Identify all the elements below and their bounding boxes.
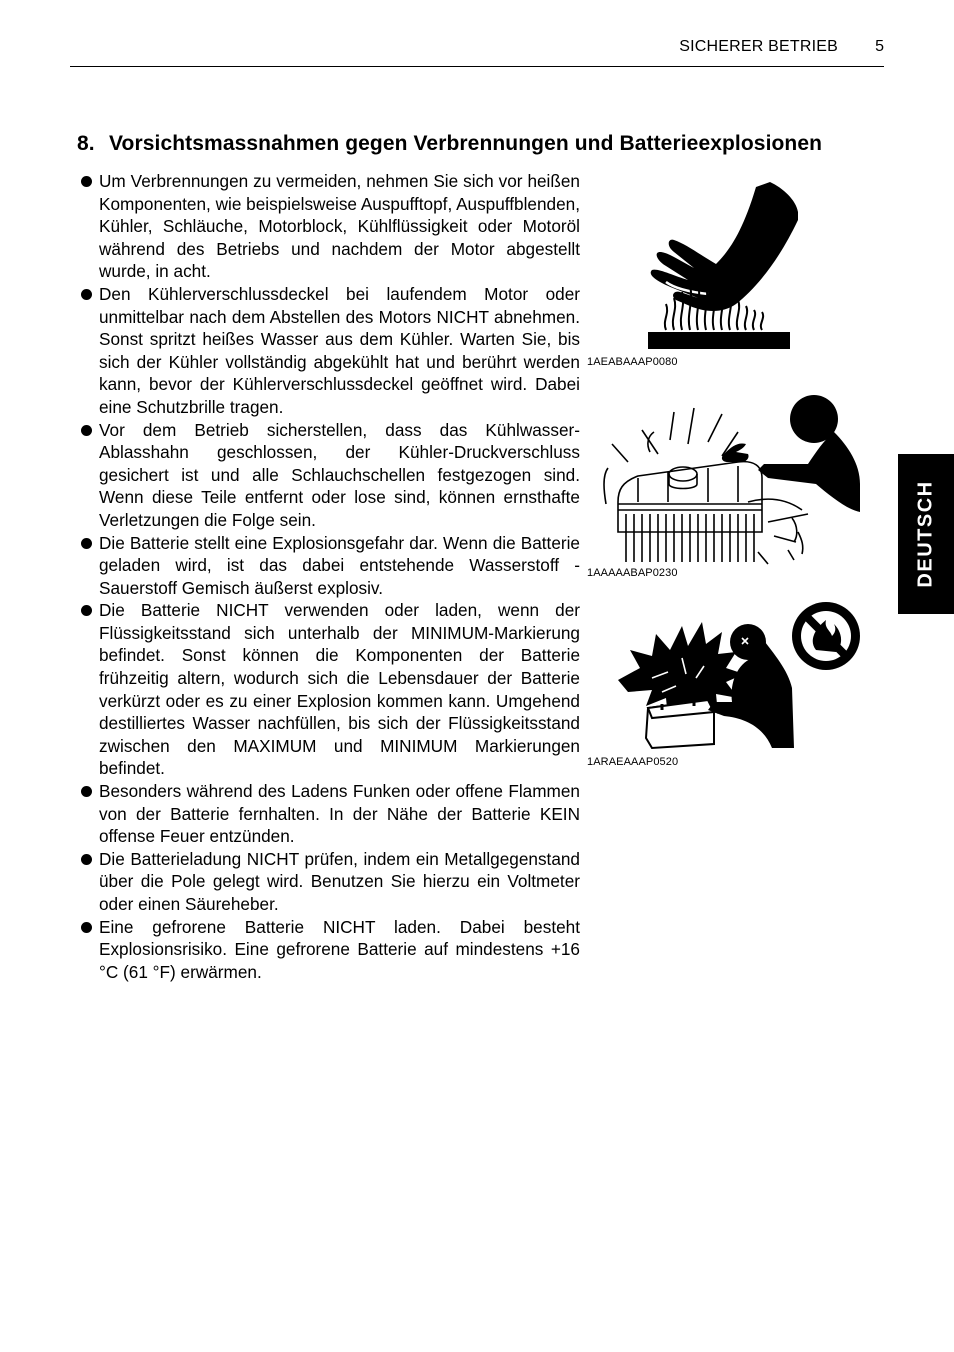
page-header bbox=[70, 36, 884, 67]
list-item: Den Kühlerverschlussdeckel bei laufendem Motor oder unmittelbar nach dem Abstellen des Motors NICHT abnehmen. Sonst spritzt heißes Wasser aus dem Kühler. Warten Sie, bis sich der Kühler vollständig abgekühlt hat und berührt werden kann, bevor der Kühlerverschlussdeckel geöffnet wird. Dabei eine Schutzbrille tragen. bbox=[80, 283, 580, 419]
bullet-icon bbox=[81, 289, 92, 300]
list-item: Die Batterie NICHT verwenden oder laden, wenn der Flüssigkeitsstand sich unterhalb der MINIMUM-Markierung befindet. Sonst können die Komponenten der Batterie frühzeitig altern, wodurch sich die Lebensdauer der Batterie verkürzt oder es zu einer Explosion kommen kann. Umgehend destilliertes Wasser nachfüllen, bis sich der Flüssigkeitsstand zwischen den MAXIMUM und MINIMUM Markierungen befindet. bbox=[80, 599, 580, 780]
list-item: Vor dem Betrieb sicherstellen, dass das Kühlwasser-Ablasshahn geschlossen, der Kühler-Druckverschluss gesichert ist und alle Schlauchschellen festgezogen sind. Wenn diese Teile entfernt oder lose sind, können ernsthafte Verletzungen die Folge sein. bbox=[80, 419, 580, 532]
radiator-steam-icon bbox=[598, 392, 860, 568]
bullet-icon bbox=[81, 922, 92, 933]
list-item: Die Batterie stellt eine Explosionsgefahr dar. Wenn die Batterie geladen wird, ist das dabei entstehende Wasserstoff - Sauerstoff Gemisch äußerst explosiv. bbox=[80, 532, 580, 600]
list-item: Die Batterieladung NICHT prüfen, indem ein Metallgegenstand über die Pole gelegt wird. Benutzen Sie hierzu ein Voltmeter oder einen Säureheber. bbox=[80, 848, 580, 916]
figure-caption: 1ARAEAAAP0520 bbox=[587, 756, 679, 768]
list-item: Um Verbrennungen zu vermeiden, nehmen Sie sich vor heißen Komponenten, wie beispielsweise Auspufftopf, Auspuffblenden, Kühler, Schläuche, Motorblock, Kühlflüssigkeit oder Motoröl während des Betriebs und nachdem der Motor abgestellt wurde, in acht. bbox=[80, 170, 580, 283]
section-number: 8. bbox=[77, 132, 95, 155]
section-heading bbox=[77, 132, 822, 156]
section-heading-text: Vorsichtsmassnahmen gegen Verbrennungen und Batterieexplosionen bbox=[109, 132, 823, 155]
list-item: Besonders während des Ladens Funken oder offene Flammen von der Batterie fernhalten. In der Nähe der Batterie KEIN offense Feuer entzünden. bbox=[80, 780, 580, 848]
bullet-icon bbox=[81, 786, 92, 797]
bullet-icon bbox=[81, 605, 92, 616]
battery-explosion-icon bbox=[612, 598, 864, 752]
bullet-icon bbox=[81, 176, 92, 187]
bullet-icon bbox=[81, 854, 92, 865]
language-tab-label: DEUTSCH bbox=[914, 480, 937, 588]
bullet-icon bbox=[81, 425, 92, 436]
hot-surface-hand-icon bbox=[638, 182, 798, 350]
bullet-icon bbox=[81, 538, 92, 549]
section-title: SICHERER BETRIEB bbox=[679, 38, 838, 55]
figure-caption: 1AAAAABAP0230 bbox=[587, 567, 678, 579]
list-item: Eine gefrorene Batterie NICHT laden. Dabei besteht Explosionsrisiko. Eine gefrorene Batterie auf mindestens +16 °C (61 °F) erwärmen. bbox=[80, 916, 580, 984]
figure-caption: 1AEABAAAP0080 bbox=[587, 356, 678, 368]
precaution-list bbox=[80, 170, 580, 983]
page-number: 5 bbox=[875, 38, 884, 55]
language-tab bbox=[898, 454, 954, 614]
